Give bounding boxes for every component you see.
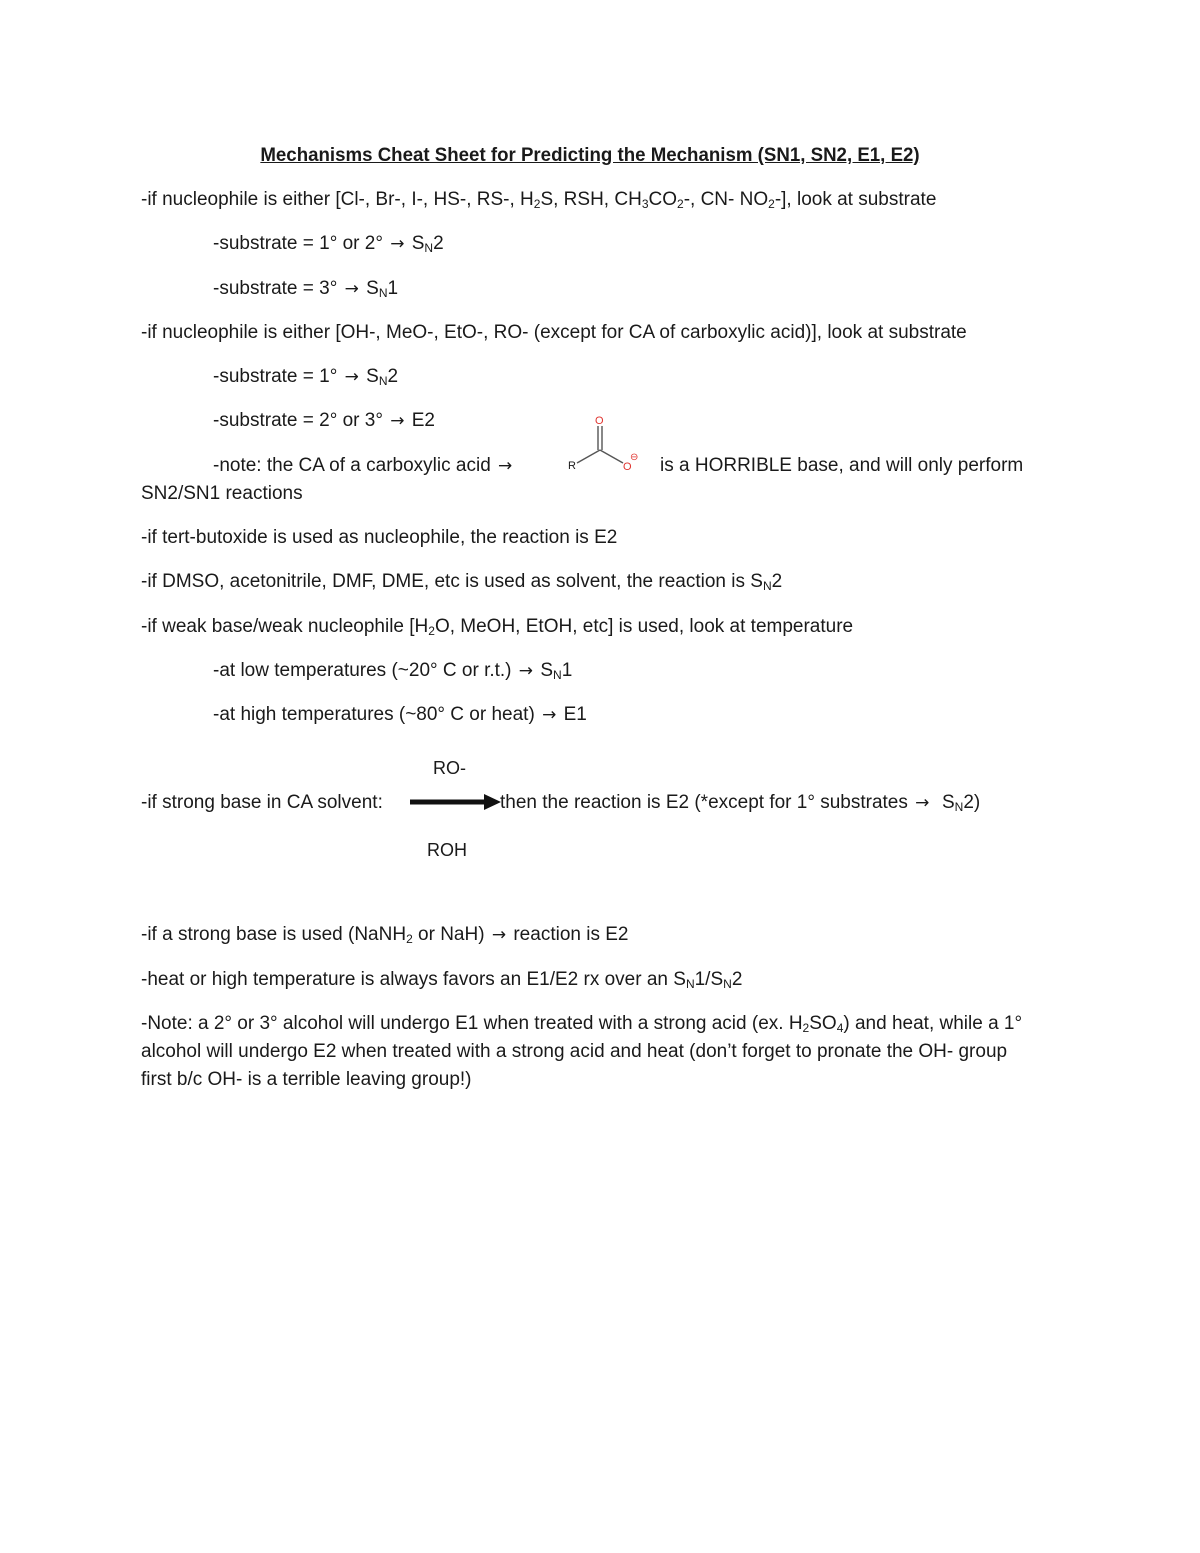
rule2-substrate-secondary-tertiary: -substrate = 2° or 3° → E2 (213, 410, 435, 431)
arrow-icon: → (518, 661, 534, 681)
note-alcohol-line2: alcohol will undergo E2 when treated with a strong acid and heat (don’t forget to pronate the OH- group (141, 1041, 1008, 1062)
arrow-icon: → (390, 234, 405, 254)
note-carboxylate: -note: the CA of a carboxylic acid → (213, 455, 513, 476)
rule-strong-base: -if a strong base is used (NaNH$_2$ or NaH) → reaction is E2 (141, 924, 629, 946)
rule2-substrate-primary: -substrate = $1^\circ \to S_N2$ (213, 366, 399, 388)
negative-charge-icon: ⊖ (630, 452, 639, 463)
atom-r: R (568, 460, 576, 472)
atom-o-anion: O (623, 461, 632, 473)
reagent-bottom: ROH (427, 840, 467, 860)
page-title: Mechanisms Cheat Sheet for Predicting the Mechanism (SN1, SN2, E1, E2) (260, 145, 920, 166)
rule1-substrate-tertiary: -substrate = $3^\circ \to S_N1$ (213, 278, 399, 300)
arrow-icon: → (915, 793, 930, 813)
arrow-icon: → (344, 367, 359, 387)
reaction-arrow-icon (408, 792, 502, 812)
arrow-icon: → (344, 279, 359, 299)
rule-nucleophile-alkoxide: -if nucleophile is either [OH-, MeO-, EtO-, RO- (except for CA of carboxylic acid)], look at substrate (141, 322, 967, 343)
reagent-top: RO- (433, 758, 466, 778)
rule-weak-high-temp: -at high temperatures (~80° C or heat) → E1 (213, 704, 587, 725)
arrow-icon: → (498, 456, 513, 476)
rule-polar-aprotic-solvent: -if DMSO, acetonitrile, DMF, DME, etc is used as solvent, the reaction is $S_N2$ (141, 571, 783, 593)
rule-tert-butoxide: -if tert-butoxide is used as nucleophile, the reaction is E2 (141, 527, 618, 548)
rule1-substrate-primary-secondary: -substrate = 1° or $2^\circ \to S_N2$ (213, 233, 444, 255)
rule-strong-base-ca-result: then the reaction is E2 (*except for 1° substrates → $S_N2$) (500, 792, 981, 814)
rule-nucleophile-halide: -if nucleophile is either [Cl-, Br-, I-, HS-, RS-, $H_2S$, RSH, $CH_3CO_2-$, CN- $NO_2-$], look at substrate (141, 189, 937, 211)
note-carboxylate-continued: is a HORRIBLE base, and will only perform (660, 455, 1024, 476)
atom-o-carbonyl: O (595, 415, 604, 427)
rule-weak-base: -if weak base/weak nucleophile [$H_2O$, MeOH, EtOH, etc] is used, look at temperature (141, 616, 854, 638)
bond-r-c (577, 450, 600, 463)
note-carboxylate-end: SN2/SN1 reactions (141, 483, 303, 504)
note-alcohol-line1: -Note: a 2° or 3° alcohol will undergo E1 when treated with a strong acid (ex. $H_2SO_4$) and heat, while a 1° (141, 1013, 1023, 1035)
note-alcohol-line3: first b/c OH- is a terrible leaving group!) (141, 1069, 472, 1090)
arrow-icon: → (542, 705, 557, 725)
rule-strong-base-ca-solvent: -if strong base in CA solvent: (141, 792, 383, 813)
bond-c-o-single (600, 450, 623, 463)
arrow-icon: → (491, 925, 507, 945)
carboxylate-structure (560, 410, 640, 478)
rule-weak-low-temp: -at low temperatures (~20° C or $r.t.) \to S_N1$ (213, 660, 573, 682)
rule-heat: -heat or high temperature is always favors an E1/E2 rx over an $S_N1/S_N2$ (141, 969, 743, 991)
arrow-icon: → (390, 411, 405, 431)
